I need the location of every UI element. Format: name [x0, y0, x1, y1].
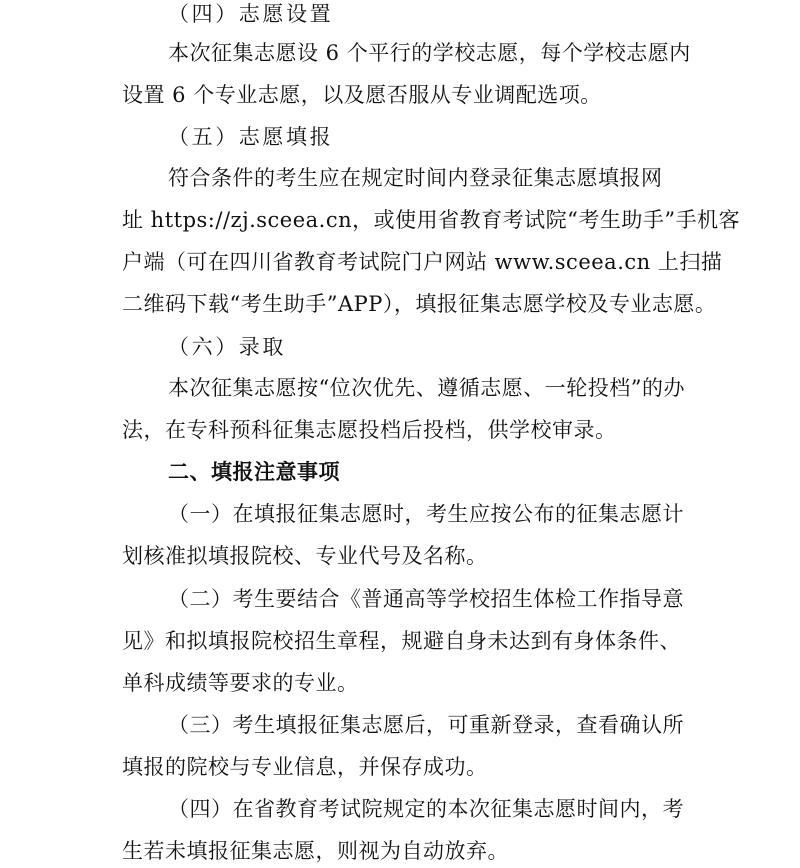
- paragraph-line: 见》和拟填报院校招生章程，规避自身未达到有身体条件、: [122, 629, 681, 653]
- paragraph-line: 设置 6 个专业志愿，以及愿否服从专业调配选项。: [122, 83, 602, 107]
- paragraph-line: 本次征集志愿设 6 个平行的学校志愿，每个学校志愿内: [168, 41, 691, 65]
- paragraph-line: （二）考生要结合《普通高等学校招生体检工作指导意: [168, 587, 684, 611]
- section-5-heading: （五）志愿填报: [168, 125, 334, 149]
- paragraph-line: （一）在填报征集志愿时，考生应按公布的征集志愿计: [168, 502, 684, 526]
- paragraph-line: 二维码下载“考生助手”APP），填报征集志愿学校及专业志愿。: [122, 292, 717, 316]
- paragraph-line: 划核准拟填报院校、专业代号及名称。: [122, 544, 488, 568]
- section-6-heading: （六）录取: [168, 335, 286, 359]
- section-4-heading: （四）志愿设置: [168, 2, 334, 26]
- paragraph-line: 单科成绩等要求的专业。: [122, 671, 359, 695]
- paragraph-line: （三）考生填报征集志愿后，可重新登录，查看确认所: [168, 713, 684, 737]
- section-2-heading: 二、填报注意事项: [168, 460, 340, 484]
- paragraph-line: 填报的院校与专业信息，并保存成功。: [122, 755, 488, 779]
- paragraph-line: 址 https://zj.sceea.cn，或使用省教育考试院“考生助手”手机客: [122, 208, 741, 232]
- paragraph-line: 法，在专科预科征集志愿投档后投档，供学校审录。: [122, 418, 617, 442]
- paragraph-line: 户端（可在四川省教育考试院门户网站 www.sceea.cn 上扫描: [122, 250, 723, 274]
- paragraph-line: （四）在省教育考试院规定的本次征集志愿时间内，考: [168, 797, 684, 821]
- paragraph-line: 生若未填报征集志愿，则视为自动放弃。: [122, 839, 509, 863]
- paragraph-line: 符合条件的考生应在规定时间内登录征集志愿填报网: [168, 166, 663, 190]
- paragraph-line: 本次征集志愿按“位次优先、遵循志愿、一轮投档”的办: [168, 376, 685, 400]
